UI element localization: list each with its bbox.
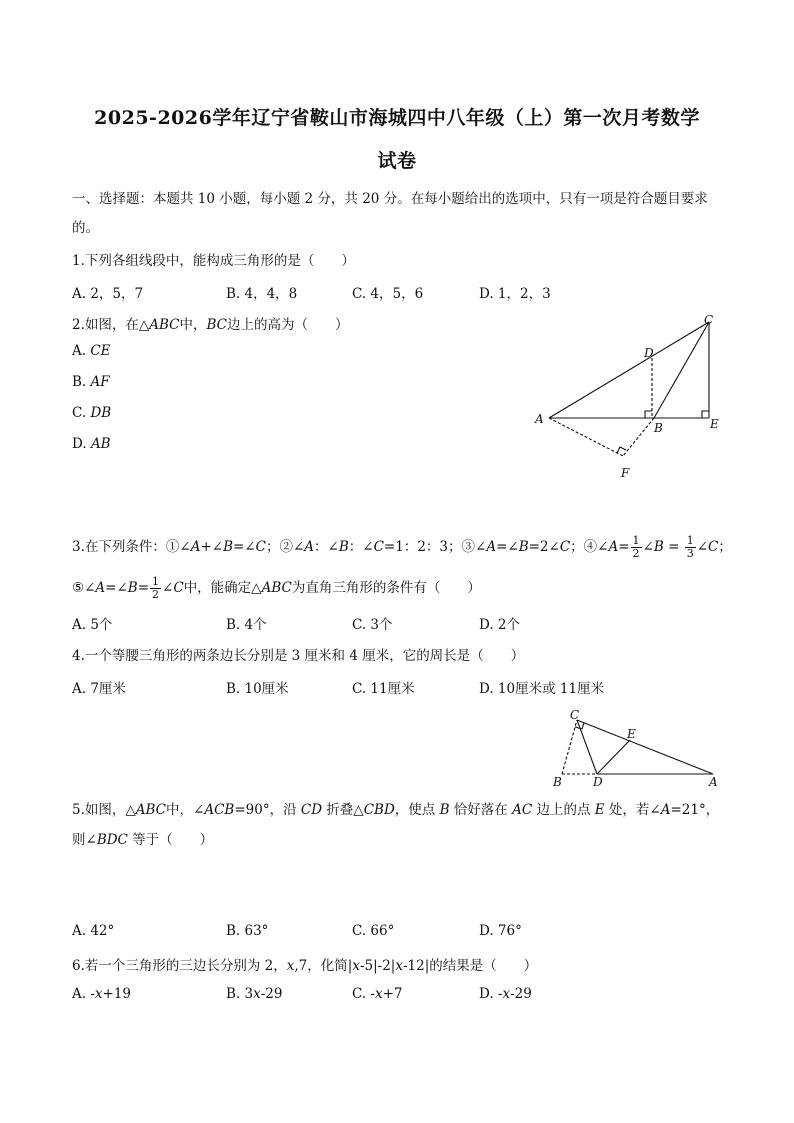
question-3-stem-line-1: 3.在下列条件：①∠A+∠B=∠C；②∠A：∠B：∠C=1：2：3；③∠A=∠B=2∠C；④∠A= $\frac{1}{2}$ ∠B = $\frac{1}{3}$ ∠C； [72,534,732,560]
label-e: E [710,417,719,431]
question-4-stem: 4.一个等腰三角形的两条边长分别是 3 厘米和 4 厘米，它的周长是（ ） [72,648,525,664]
segment-ca [577,720,713,774]
fraction-one-half: $\frac{1}{2}$ [632,534,640,560]
exam-title-line-2: 试卷 [377,150,417,172]
label-b: B [553,775,562,789]
label-d: D [593,775,603,789]
label-b: B [654,421,663,435]
question-1-option-a: A. 2，5，7 [72,286,144,302]
question-4-option-a: A. 7厘米 [72,681,126,697]
question-3-option-d: D. 2个 [479,617,521,633]
label-a: A [535,412,544,426]
question-2-option-d: D. AB [72,436,111,452]
section-instruction-line-1: 一、选择题：本题共 10 小题，每小题 2 分，共 20 分。在每小题给出的选项中，只有一项是符合题目要求 [72,191,708,207]
question-6-stem: 6.若一个三角形的三边长分别为 2，x,7，化简|x-5|-2|x-12|的结果是（ ） [72,958,538,974]
right-angle-mark-b [645,411,652,418]
segment-bf [623,418,654,456]
label-c: C [570,708,580,722]
label-e: E [627,727,636,741]
segment-bc [654,322,709,418]
question-1-option-c: C. 4，5，6 [352,286,424,302]
question-2-figure [520,310,730,485]
question-3-option-b: B. 4个 [226,617,267,633]
question-6-option-c: C. -x+7 [352,986,403,1002]
segment-af [549,418,623,456]
question-3-option-a: A. 5个 [72,617,113,633]
question-3-option-c: C. 3个 [352,617,393,633]
question-2-option-a: A. CE [72,343,111,359]
question-5-option-d: D. 76° [479,923,522,939]
label-c: C [704,313,714,327]
label-a: A [709,775,718,789]
question-4-option-b: B. 10厘米 [226,681,289,697]
question-3-stem-line-2: ⑤∠A=∠B= $\frac{1}{2}$ ∠C中，能确定△ABC为直角三角形的条件有（ ） [72,575,481,601]
question-6-option-d: D. -x-29 [479,986,532,1002]
label-d: D [644,346,654,360]
question-5-stem-line-1: 5.如图，△ABC中，∠ACB=90°，沿 CD 折叠△CBD，使点 B 恰好落在 AC 边上的点 E 处，若∠A=21°， [72,802,720,818]
question-4-option-d: D. 10厘米或 11厘米 [479,681,605,697]
fraction-one-third: $\frac{1}{3}$ [686,534,694,560]
question-1-option-b: B. 4，4，8 [226,286,298,302]
segment-de [597,740,630,774]
question-2-stem: 2.如图，在△ABC中，BC边上的高为（ ） [72,317,349,333]
question-1-stem: 1.下列各组线段中，能构成三角形的是（ ） [72,253,355,269]
exam-title-line-1: 2025-2026学年辽宁省鞍山市海城四中八年级（上）第一次月考数学 [94,107,700,129]
question-5-option-c: C. 66° [352,923,395,939]
question-6-option-a: A. -x+19 [72,986,132,1002]
question-4-option-c: C. 11厘米 [352,681,415,697]
segment-ac [549,322,709,418]
question-1-option-d: D. 1，2，3 [479,286,551,302]
right-angle-mark-e [702,411,709,418]
question-2-option-c: C. DB [72,405,112,421]
question-6-option-b: B. 3x-29 [226,986,283,1002]
question-5-figure [545,705,730,793]
question-5-stem-line-2: 则∠BDC 等于（ ） [72,832,214,848]
right-angle-mark-f [617,447,626,453]
label-f: F [621,466,630,480]
section-instruction-line-2: 的。 [72,220,99,236]
fraction-one-half-2: $\frac{1}{2}$ [152,575,160,601]
segment-bc [562,720,577,774]
question-2-option-b: B. AF [72,374,110,390]
question-5-option-b: B. 63° [226,923,269,939]
question-5-option-a: A. 42° [72,923,115,939]
